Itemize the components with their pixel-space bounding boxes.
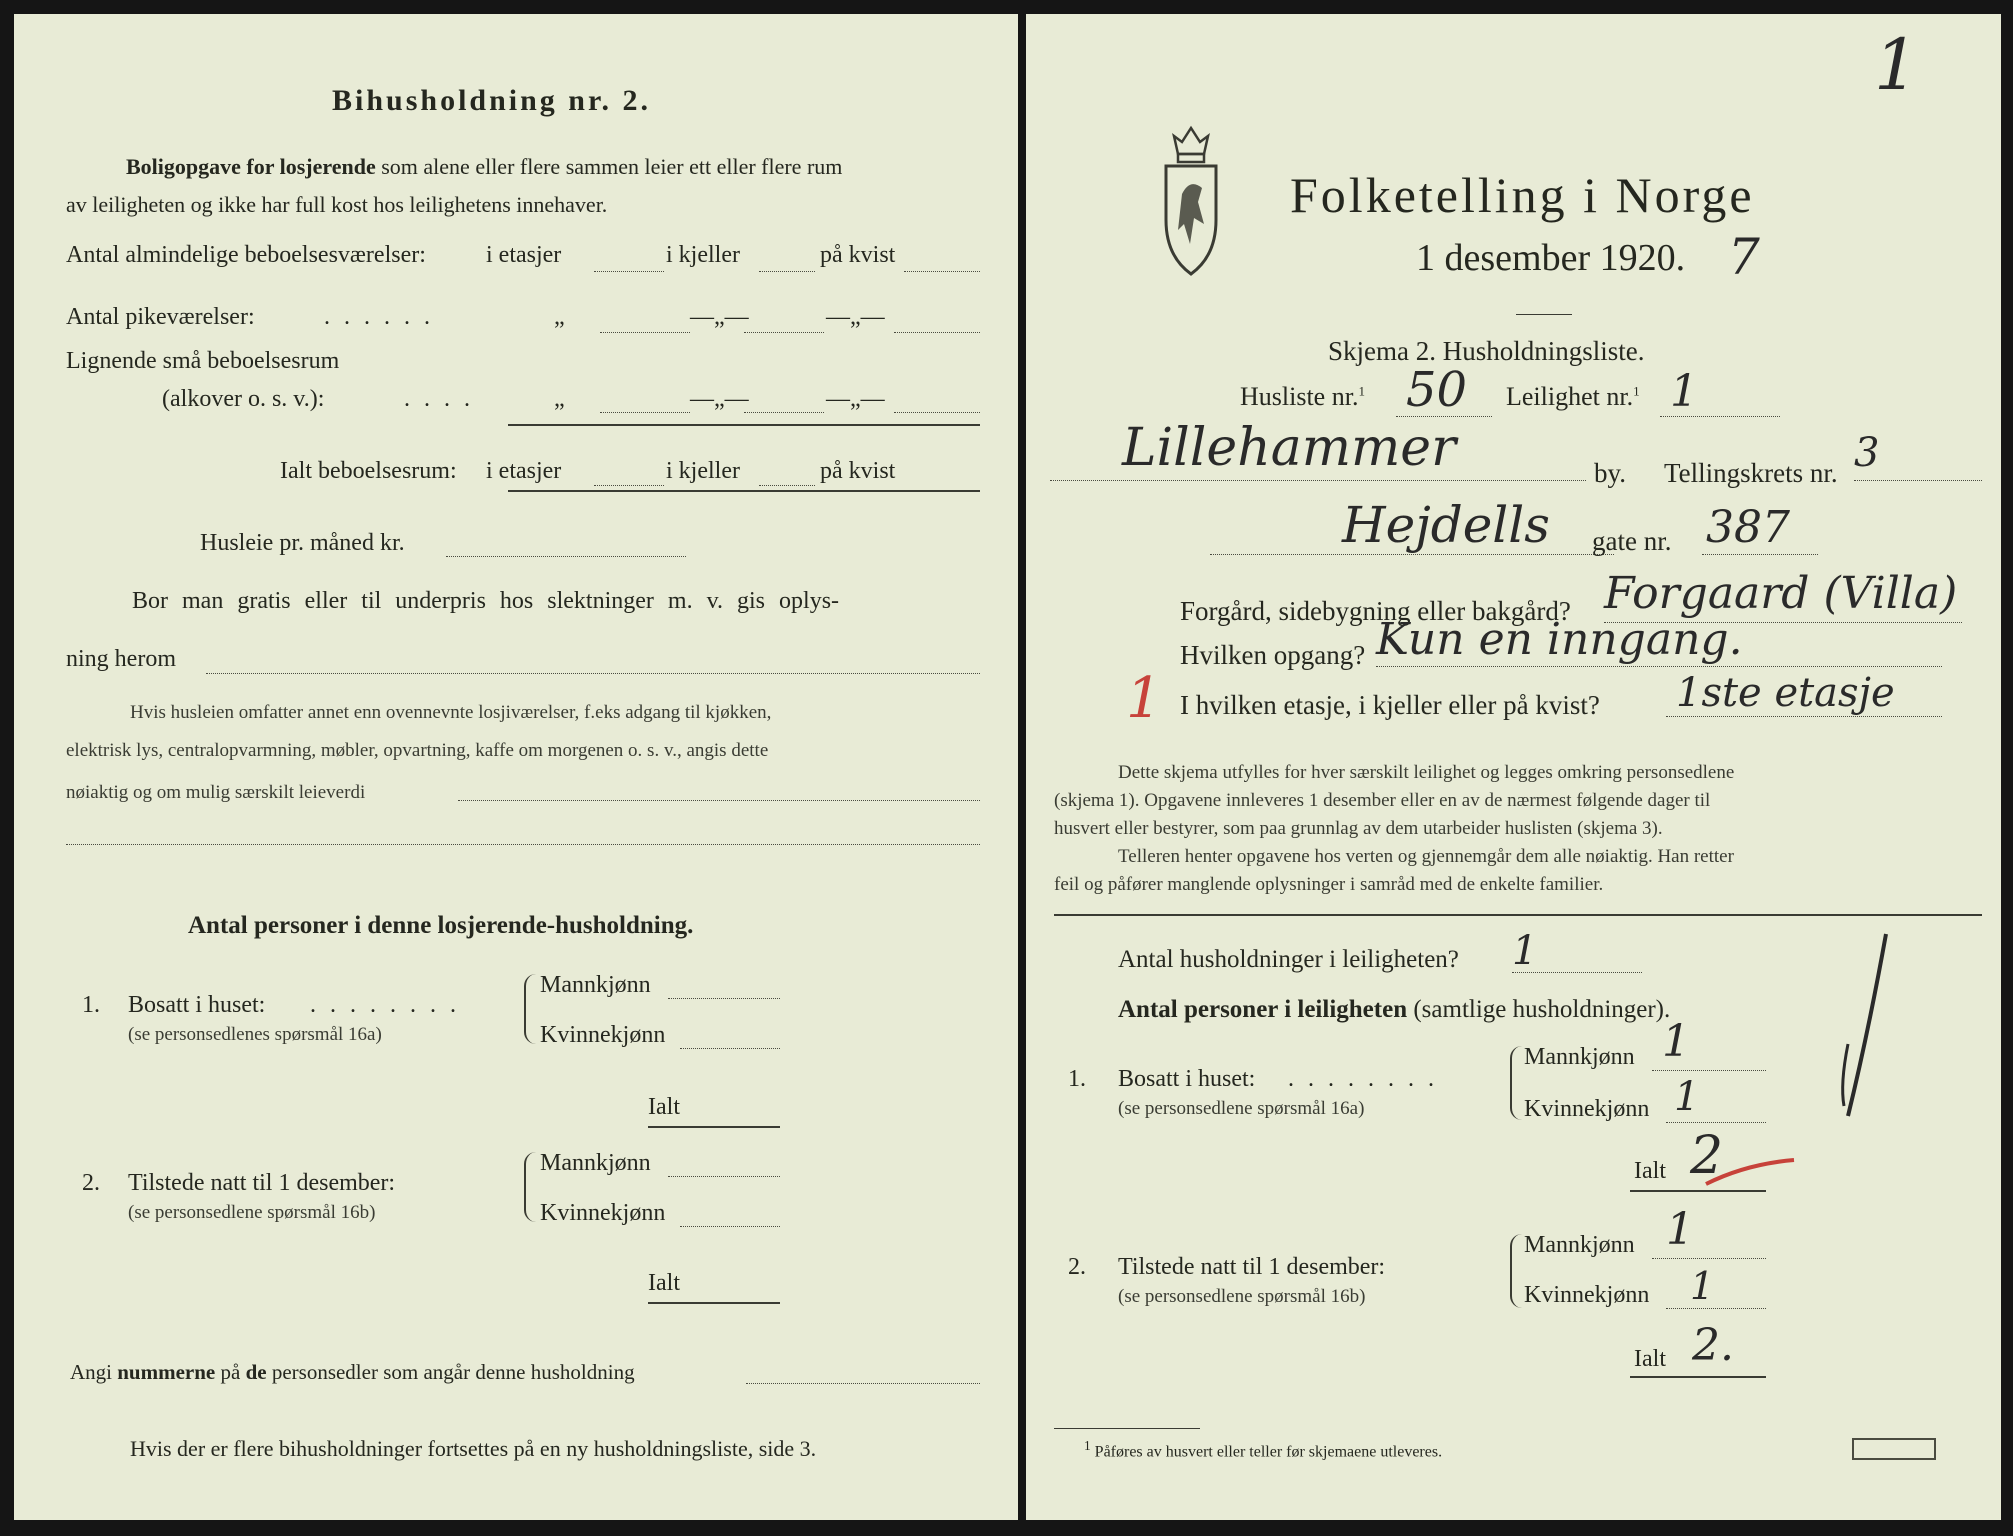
right-q1-mann-label: Mannkjønn <box>1524 1044 1635 1070</box>
bihusholdning-title: Bihusholdning nr. 2. <box>332 84 652 117</box>
census-date: 1 desember 1920. <box>1416 237 1686 279</box>
right-q2-kvinne-value: 1 <box>1690 1264 1715 1308</box>
right-q1-sub: (se personsedlene spørsmål 16a) <box>1118 1098 1365 1119</box>
left-q2-mann-label: Mannkjønn <box>540 1150 651 1176</box>
instr-1-line-1: Dette skjema utfylles for hver særskilt leilighet og legges omkring personsedlene <box>1118 762 1735 783</box>
left-q1-mann-field <box>668 998 780 999</box>
footnote-rule <box>1054 1428 1200 1429</box>
lignende-field-3 <box>894 412 980 413</box>
right-persons-heading-rest: (samtlige husholdninger). <box>1413 996 1671 1023</box>
angi-field <box>746 1383 980 1384</box>
left-page <box>14 14 1018 1520</box>
right-q2-mann-value: 1 <box>1666 1204 1694 1255</box>
hvis-line-1: Hvis husleien omfatter annet enn ovennevnte losjiværelser, f.eks adgang til kjøkken, <box>130 702 772 723</box>
hvis-line-2: elektrisk lys, centralopvarmning, møbler, opvartning, kaffe om morgenen o. s. v., angis dette <box>66 740 769 761</box>
skjema-line: Skjema 2. Husholdningsliste. <box>1328 336 1645 366</box>
left-persons-heading: Antal personer i denne losjerende-husholdning. <box>188 912 694 939</box>
ialt-kjeller-field <box>759 485 815 486</box>
printer-stamp <box>1852 1438 1936 1460</box>
angi-bold-2: de <box>245 1360 267 1384</box>
right-q2-kvinne-label: Kvinnekjønn <box>1524 1282 1650 1308</box>
angi-rest: personsedler som angår denne husholdning <box>271 1360 635 1384</box>
right-q1-kvinne-value: 1 <box>1674 1074 1700 1120</box>
footnote <box>1084 1438 1442 1461</box>
etasje-red-mark: 1 <box>1126 666 1162 731</box>
antal-hush-label: Antal husholdninger i leiligheten? <box>1118 946 1459 973</box>
by-value: Lillehammer <box>1122 418 1456 478</box>
angi-bold: nummerne <box>117 1360 216 1384</box>
forgard-value: Forgaard (Villa) <box>1604 568 1958 619</box>
left-q2-kvinne-field <box>680 1226 780 1227</box>
tellingskrets-value: 3 <box>1854 430 1880 476</box>
by-label: by. <box>1594 458 1626 488</box>
left-q2-ialt-rule <box>648 1302 780 1304</box>
lignende-ditto-1: „ <box>554 386 565 412</box>
pike-ditto-1: „ <box>554 304 565 330</box>
pike-ditto-3: —„— <box>826 304 885 330</box>
leieverdi-field <box>458 800 980 801</box>
leieverdi-extra-field <box>66 844 980 845</box>
gratis-line-1: Bor man gratis eller til underpris hos slektninger m. v. gis oplys- <box>132 588 840 614</box>
pike-field-1 <box>600 332 690 333</box>
right-persons-heading-bold: Antal personer i leiligheten <box>1118 996 1408 1023</box>
left-q2-ialt-label: Ialt <box>648 1270 680 1296</box>
right-q2-num: 2. <box>1068 1254 1086 1280</box>
leilighet-label-text: Leilighet nr. <box>1506 382 1634 411</box>
intro-line-1 <box>126 154 842 180</box>
gratis-field <box>206 673 980 674</box>
left-q2-num: 2. <box>82 1170 100 1196</box>
intro-line-2: av leiligheten og ikke har full kost hos leilighetens innehaver. <box>66 192 608 217</box>
husleie-label: Husleie pr. måned kr. <box>200 530 405 556</box>
intro-bold: Boligopgave for losjerende <box>126 154 376 179</box>
norway-coat-of-arms-icon <box>1160 124 1222 284</box>
check-stroke-mark-2 <box>1843 1044 1848 1106</box>
opgang-value: Kun en inngang. <box>1376 614 1743 665</box>
lignende-field-2 <box>744 412 824 413</box>
folketelling-title: Folketelling i Norge <box>1290 167 1755 223</box>
pike-ditto-2: —„— <box>690 304 749 330</box>
leilighet-footnote-mark: 1 <box>1633 383 1640 399</box>
pike-label: Antal pikeværelser: <box>66 304 255 330</box>
husleie-field <box>446 556 686 557</box>
left-q2-mann-field <box>668 1176 780 1177</box>
footnote-number: 1 <box>1084 1438 1091 1453</box>
instr-2-line-2: feil og påfører manglende oplysninger i samråd med de enkelte familier. <box>1054 874 1604 895</box>
left-q1-brace <box>524 974 536 1044</box>
check-stroke-mark <box>1848 934 1886 1116</box>
instr-1-line-2: (skjema 1). Opgavene innleveres 1 desember eller en av de nærmest følgende dager til <box>1054 790 1711 811</box>
opgang-label: Hvilken opgang? <box>1180 640 1366 670</box>
right-q1-kvinne-label: Kvinnekjønn <box>1524 1096 1650 1122</box>
left-q1-leader: . . . . . . . . <box>310 992 460 1018</box>
title-divider <box>1516 314 1572 315</box>
left-q1-sub: (se personsedlenes spørsmål 16a) <box>128 1024 382 1045</box>
ialt-etasjer-label: i etasjer <box>486 458 562 484</box>
right-q2-ialt-value: 2. <box>1692 1320 1734 1371</box>
leilighet-label <box>1506 382 1640 412</box>
right-q2-mann-label: Mannkjønn <box>1524 1232 1635 1258</box>
lignende-leader: . . . . <box>404 386 474 412</box>
instr-2-line-1: Telleren henter opgavene hos verten og gjennemgår dem alle nøiaktig. Han retter <box>1118 846 1734 867</box>
left-q2-kvinne-label: Kvinnekjønn <box>540 1200 666 1226</box>
forgard-label: Forgård, sidebygning eller bakgård? <box>1180 596 1571 626</box>
left-q2-brace <box>524 1152 536 1222</box>
gate-nr-value: 387 <box>1706 502 1790 553</box>
etasje-value: 1ste etasje <box>1676 670 1895 716</box>
right-q1-brace <box>1510 1046 1522 1120</box>
right-q1-ialt-value: 2 <box>1690 1126 1724 1186</box>
rooms-etasjer-label: i etasjer <box>486 242 562 268</box>
right-q1-ialt-label: Ialt <box>1634 1158 1666 1184</box>
husliste-value: 50 <box>1406 362 1468 418</box>
left-q1-ialt-label: Ialt <box>648 1094 680 1120</box>
ialt-rule <box>508 490 980 492</box>
lignende-ditto-2: —„— <box>690 386 749 412</box>
instr-1-line-3: husvert eller bestyrer, som paa grunnlag av dem utarbeider huslisten (skjema 3). <box>1054 818 1663 839</box>
tellingskrets-field <box>1854 480 1982 481</box>
husliste-footnote-mark: 1 <box>1358 383 1365 399</box>
page-number: 1 <box>1874 24 1919 106</box>
rooms-kvist-field <box>904 271 980 272</box>
right-q1-leader: . . . . . . . . <box>1288 1066 1438 1092</box>
rooms-etasjer-field <box>594 271 664 272</box>
pike-field-2 <box>744 332 824 333</box>
gate-nr-field <box>1702 554 1818 555</box>
pike-leader: . . . . . . <box>324 304 434 330</box>
leilighet-value: 1 <box>1670 366 1698 417</box>
lignende-ditto-3: —„— <box>826 386 885 412</box>
left-q2-label: Tilstede natt til 1 desember: <box>128 1170 396 1196</box>
intro-rest: som alene eller flere sammen leier ett eller flere rum <box>381 154 843 179</box>
right-q2-ialt-label: Ialt <box>1634 1346 1666 1372</box>
lignende-field-1 <box>600 412 690 413</box>
rooms-kjeller-label: i kjeller <box>666 242 740 268</box>
footnote-text: Påføres av husvert eller teller før skjemaene utleveres. <box>1094 1443 1443 1461</box>
left-footer: Hvis der er flere bihusholdninger fortsettes på en ny husholdningsliste, side 3. <box>130 1436 817 1461</box>
ialt-rum-label: Ialt beboelsesrum: <box>280 458 457 484</box>
right-q1-label: Bosatt i huset: <box>1118 1066 1256 1092</box>
etasje-label: I hvilken etasje, i kjeller eller på kvist? <box>1180 690 1600 720</box>
left-q1-label: Bosatt i huset: <box>128 992 266 1018</box>
left-q1-mann-label: Mannkjønn <box>540 972 651 998</box>
ialt-kjeller-label: i kjeller <box>666 458 740 484</box>
ialt-kvist-label: på kvist <box>820 458 896 484</box>
right-q1-num: 1. <box>1068 1066 1086 1092</box>
left-q1-kvinne-field <box>680 1048 780 1049</box>
husliste-label <box>1240 382 1365 412</box>
date-mark: 7 <box>1728 228 1760 286</box>
right-q2-brace <box>1510 1234 1522 1308</box>
left-q1-ialt-rule <box>648 1126 780 1128</box>
husliste-field <box>1396 416 1492 417</box>
rooms-kvist-label: på kvist <box>820 242 896 268</box>
right-q2-label: Tilstede natt til 1 desember: <box>1118 1254 1386 1280</box>
right-q2-ialt-rule <box>1630 1376 1766 1378</box>
red-correction-stroke <box>1706 1160 1794 1184</box>
etasje-field <box>1666 716 1942 717</box>
ialt-etasjer-field <box>594 485 664 486</box>
by-field <box>1050 480 1586 481</box>
right-q2-sub: (se personsedlene spørsmål 16b) <box>1118 1286 1366 1307</box>
right-page <box>1026 14 2001 1520</box>
lignende-line-2: (alkover o. s. v.): <box>162 386 325 412</box>
lignende-sum-rule <box>508 424 980 426</box>
leilighet-field <box>1660 416 1780 417</box>
gratis-line-2: ning herom <box>66 646 176 672</box>
angi-pre: Angi <box>70 1360 112 1384</box>
angi-line <box>70 1360 635 1385</box>
angi-mid: på <box>220 1360 241 1384</box>
gate-label: gate nr. <box>1592 526 1672 556</box>
rooms-label: Antal almindelige beboelsesværelser: <box>66 242 426 268</box>
antal-hush-value: 1 <box>1512 928 1538 974</box>
gate-field <box>1210 554 1614 555</box>
left-q2-sub: (se personsedlene spørsmål 16b) <box>128 1202 376 1223</box>
handwritten-marks <box>1586 894 1926 1314</box>
lignende-line-1: Lignende små beboelsesrum <box>66 348 340 374</box>
tellingskrets-label: Tellingskrets nr. <box>1664 458 1838 488</box>
rooms-kjeller-field <box>759 271 815 272</box>
right-q1-mann-value: 1 <box>1662 1016 1690 1067</box>
pike-field-3 <box>894 332 980 333</box>
left-q1-num: 1. <box>82 992 100 1018</box>
hvis-line-3: nøiaktig og om mulig særskilt leieverdi <box>66 782 366 803</box>
gate-value: Hejdells <box>1342 496 1550 554</box>
left-q1-kvinne-label: Kvinnekjønn <box>540 1022 666 1048</box>
opgang-field <box>1376 666 1942 667</box>
husliste-label-text: Husliste nr. <box>1240 382 1359 411</box>
